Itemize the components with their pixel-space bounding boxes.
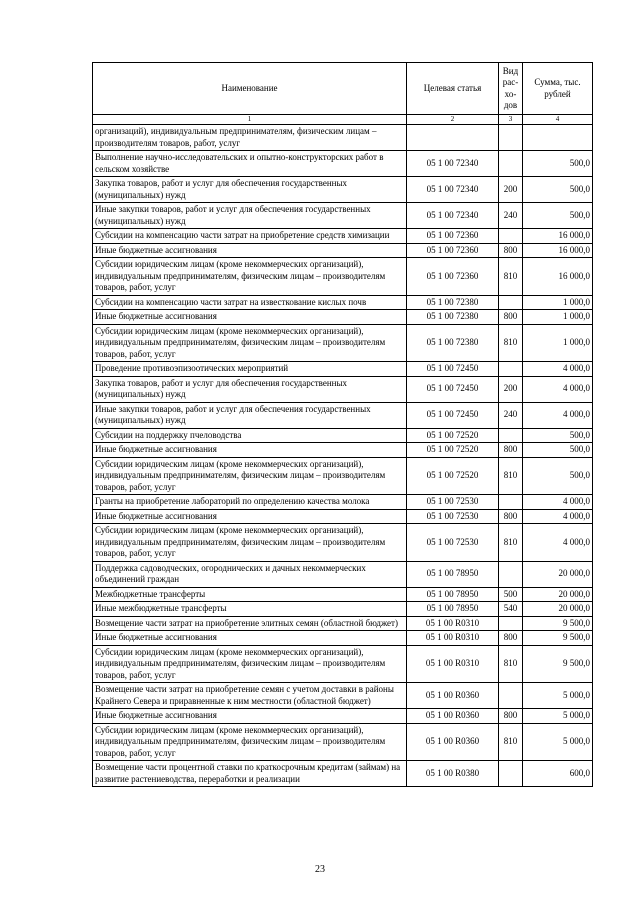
row-name-cell: Иные закупки товаров, работ и услуг для обеспечения государственных (муниципальных) нужд — [93, 402, 407, 428]
table-row — [93, 631, 593, 646]
table-row — [93, 495, 593, 510]
row-target-article-cell: 05 1 00 72360 — [407, 243, 499, 258]
row-expense-type-cell — [499, 761, 523, 787]
row-name-cell: Субсидии на компенсацию части затрат на известкование кислых почв — [93, 295, 407, 310]
row-name-cell: Субсидии юридическим лицам (кроме некоммерческих организаций), индивидуальным предпринимателям, физическим лицам – производителям товаров, работ, услуг — [93, 324, 407, 362]
row-target-article-cell: 05 1 00 R0360 — [407, 709, 499, 724]
row-expense-type-cell: 810 — [499, 723, 523, 761]
row-target-article-cell: 05 1 00 72530 — [407, 524, 499, 562]
table-row — [93, 151, 593, 177]
row-sum-cell: 500,0 — [523, 151, 593, 177]
row-target-article-cell: 05 1 00 R0310 — [407, 645, 499, 683]
row-expense-type-cell: 800 — [499, 509, 523, 524]
row-target-article-cell: 05 1 00 72450 — [407, 376, 499, 402]
row-target-article-cell: 05 1 00 R0360 — [407, 723, 499, 761]
row-target-article-cell: 05 1 00 72380 — [407, 295, 499, 310]
row-name-cell: Субсидии юридическим лицам (кроме некоммерческих организаций), индивидуальным предпринимателям, физическим лицам – производителям товаров, работ, услуг — [93, 723, 407, 761]
page-number: 23 — [315, 864, 325, 875]
row-sum-cell: 1 000,0 — [523, 295, 593, 310]
row-name-cell: Возмещение части затрат на приобретение семян с учетом доставки в районы Крайнего Севера и приравненные к ним местности (областной бюджет) — [93, 683, 407, 709]
header-name: Наименование — [93, 63, 407, 115]
row-target-article-cell: 05 1 00 R0380 — [407, 761, 499, 787]
row-name-cell: Закупка товаров, работ и услуг для обеспечения государственных (муниципальных) нужд — [93, 177, 407, 203]
table-row — [93, 509, 593, 524]
row-target-article-cell: 05 1 00 R0360 — [407, 683, 499, 709]
row-expense-type-cell: 540 — [499, 602, 523, 617]
budget-table-page — [92, 62, 592, 787]
row-expense-type-cell — [499, 495, 523, 510]
row-sum-cell: 20 000,0 — [523, 587, 593, 602]
table-row — [93, 709, 593, 724]
row-expense-type-cell: 810 — [499, 524, 523, 562]
table-row — [93, 402, 593, 428]
row-expense-type-cell — [499, 125, 523, 151]
row-expense-type-cell: 240 — [499, 402, 523, 428]
row-expense-type-cell: 800 — [499, 243, 523, 258]
table-row — [93, 761, 593, 787]
row-sum-cell: 20 000,0 — [523, 602, 593, 617]
row-sum-cell: 500,0 — [523, 457, 593, 495]
row-name-cell: Межбюджетные трансферты — [93, 587, 407, 602]
row-name-cell: Иные бюджетные ассигнования — [93, 709, 407, 724]
row-expense-type-cell: 200 — [499, 177, 523, 203]
row-target-article-cell: 05 1 00 72450 — [407, 362, 499, 377]
row-name-cell: Субсидии юридическим лицам (кроме некоммерческих организаций), индивидуальным предпринимателям, физическим лицам – производителям товаров, работ, услуг — [93, 524, 407, 562]
row-expense-type-cell — [499, 428, 523, 443]
row-target-article-cell: 05 1 00 72340 — [407, 203, 499, 229]
table-row — [93, 723, 593, 761]
table-row — [93, 258, 593, 296]
row-target-article-cell: 05 1 00 78950 — [407, 587, 499, 602]
row-sum-cell: 4 000,0 — [523, 402, 593, 428]
row-name-cell: Иные бюджетные ассигнования — [93, 310, 407, 325]
row-sum-cell: 4 000,0 — [523, 362, 593, 377]
row-name-cell: Гранты на приобретение лабораторий по определению качества молока — [93, 495, 407, 510]
row-expense-type-cell: 810 — [499, 324, 523, 362]
row-sum-cell: 1 000,0 — [523, 310, 593, 325]
row-sum-cell: 16 000,0 — [523, 258, 593, 296]
row-target-article-cell: 05 1 00 72380 — [407, 324, 499, 362]
row-target-article-cell: 05 1 00 72520 — [407, 443, 499, 458]
row-expense-type-cell: 240 — [499, 203, 523, 229]
row-target-article-cell: 05 1 00 78950 — [407, 561, 499, 587]
row-sum-cell: 16 000,0 — [523, 243, 593, 258]
table-row — [93, 310, 593, 325]
row-expense-type-cell: 200 — [499, 376, 523, 402]
row-expense-type-cell — [499, 362, 523, 377]
row-target-article-cell: 05 1 00 72360 — [407, 258, 499, 296]
row-sum-cell: 500,0 — [523, 428, 593, 443]
row-sum-cell: 4 000,0 — [523, 509, 593, 524]
row-sum-cell: 500,0 — [523, 177, 593, 203]
row-name-cell: Субсидии на поддержку пчеловодства — [93, 428, 407, 443]
row-expense-type-cell: 810 — [499, 457, 523, 495]
budget-table — [92, 62, 593, 787]
row-name-cell: Субсидии юридическим лицам (кроме некоммерческих организаций), индивидуальным предпринимателям, физическим лицам – производителям товаров, работ, услуг — [93, 457, 407, 495]
row-expense-type-cell — [499, 561, 523, 587]
row-target-article-cell: 05 1 00 72520 — [407, 428, 499, 443]
table-row — [93, 362, 593, 377]
row-sum-cell: 5 000,0 — [523, 709, 593, 724]
table-row — [93, 645, 593, 683]
row-sum-cell: 500,0 — [523, 443, 593, 458]
column-number: 2 — [407, 115, 499, 125]
row-target-article-cell — [407, 125, 499, 151]
row-sum-cell: 4 000,0 — [523, 495, 593, 510]
row-target-article-cell: 05 1 00 R0310 — [407, 631, 499, 646]
row-sum-cell: 600,0 — [523, 761, 593, 787]
table-row — [93, 457, 593, 495]
row-name-cell: Субсидии юридическим лицам (кроме некоммерческих организаций), индивидуальным предпринимателям, физическим лицам – производителям товаров, работ, услуг — [93, 258, 407, 296]
row-expense-type-cell — [499, 295, 523, 310]
row-target-article-cell: 05 1 00 72520 — [407, 457, 499, 495]
table-row — [93, 602, 593, 617]
header-expense-type: Вид рас-хо-дов — [499, 63, 523, 115]
row-sum-cell: 20 000,0 — [523, 561, 593, 587]
row-name-cell: Возмещение части затрат на приобретение элитных семян (областной бюджет) — [93, 616, 407, 631]
row-sum-cell: 1 000,0 — [523, 324, 593, 362]
row-name-cell: организаций), индивидуальным предпринимателям, физическим лицам – производителям товаров, работ, услуг — [93, 125, 407, 151]
row-sum-cell: 4 000,0 — [523, 524, 593, 562]
row-expense-type-cell: 810 — [499, 258, 523, 296]
row-target-article-cell: 05 1 00 72530 — [407, 495, 499, 510]
row-name-cell: Поддержка садоводческих, огороднических и дачных некоммерческих объединений граждан — [93, 561, 407, 587]
table-row — [93, 229, 593, 244]
row-name-cell: Иные бюджетные ассигнования — [93, 631, 407, 646]
row-target-article-cell: 05 1 00 72530 — [407, 509, 499, 524]
row-expense-type-cell — [499, 683, 523, 709]
row-expense-type-cell — [499, 616, 523, 631]
row-name-cell: Субсидии юридическим лицам (кроме некоммерческих организаций), индивидуальным предпринимателям, физическим лицам – производителям товаров, работ, услуг — [93, 645, 407, 683]
table-row — [93, 203, 593, 229]
row-sum-cell: 500,0 — [523, 203, 593, 229]
row-expense-type-cell: 800 — [499, 631, 523, 646]
row-sum-cell: 5 000,0 — [523, 723, 593, 761]
row-target-article-cell: 05 1 00 72340 — [407, 151, 499, 177]
row-name-cell: Иные закупки товаров, работ и услуг для обеспечения государственных (муниципальных) нужд — [93, 203, 407, 229]
header-target-article: Целевая статья — [407, 63, 499, 115]
row-target-article-cell: 05 1 00 72450 — [407, 402, 499, 428]
row-name-cell: Закупка товаров, работ и услуг для обеспечения государственных (муниципальных) нужд — [93, 376, 407, 402]
row-expense-type-cell: 800 — [499, 709, 523, 724]
column-number: 4 — [523, 115, 593, 125]
table-row — [93, 177, 593, 203]
row-name-cell: Иные межбюджетные трансферты — [93, 602, 407, 617]
row-name-cell: Выполнение научно-исследовательских и опытно-конструкторских работ в сельском хозяйстве — [93, 151, 407, 177]
table-row — [93, 616, 593, 631]
row-sum-cell: 5 000,0 — [523, 683, 593, 709]
row-target-article-cell: 05 1 00 R0310 — [407, 616, 499, 631]
row-target-article-cell: 05 1 00 72340 — [407, 177, 499, 203]
table-row — [93, 324, 593, 362]
row-target-article-cell: 05 1 00 78950 — [407, 602, 499, 617]
column-number-row — [93, 115, 593, 125]
row-name-cell: Иные бюджетные ассигнования — [93, 443, 407, 458]
row-sum-cell: 16 000,0 — [523, 229, 593, 244]
column-number: 1 — [93, 115, 407, 125]
row-name-cell: Проведение противоэпизоотических мероприятий — [93, 362, 407, 377]
row-name-cell: Иные бюджетные ассигнования — [93, 243, 407, 258]
row-name-cell: Иные бюджетные ассигнования — [93, 509, 407, 524]
table-header-row — [93, 63, 593, 115]
row-sum-cell: 4 000,0 — [523, 376, 593, 402]
row-name-cell: Возмещение части процентной ставки по краткосрочным кредитам (займам) на развитие растениеводства, переработки и реализации — [93, 761, 407, 787]
table-row — [93, 376, 593, 402]
row-name-cell: Субсидии на компенсацию части затрат на приобретение средств химизации — [93, 229, 407, 244]
row-expense-type-cell — [499, 151, 523, 177]
table-row — [93, 243, 593, 258]
row-expense-type-cell: 500 — [499, 587, 523, 602]
row-target-article-cell: 05 1 00 72360 — [407, 229, 499, 244]
table-row — [93, 587, 593, 602]
table-row — [93, 125, 593, 151]
table-row — [93, 683, 593, 709]
table-row — [93, 524, 593, 562]
row-expense-type-cell: 810 — [499, 645, 523, 683]
row-sum-cell — [523, 125, 593, 151]
header-sum: Сумма, тыс. рублей — [523, 63, 593, 115]
row-expense-type-cell: 800 — [499, 310, 523, 325]
row-sum-cell: 9 500,0 — [523, 616, 593, 631]
table-row — [93, 295, 593, 310]
table-row — [93, 443, 593, 458]
table-row — [93, 428, 593, 443]
row-target-article-cell: 05 1 00 72380 — [407, 310, 499, 325]
row-expense-type-cell — [499, 229, 523, 244]
table-row — [93, 561, 593, 587]
column-number: 3 — [499, 115, 523, 125]
row-sum-cell: 9 500,0 — [523, 645, 593, 683]
row-sum-cell: 9 500,0 — [523, 631, 593, 646]
row-expense-type-cell: 800 — [499, 443, 523, 458]
